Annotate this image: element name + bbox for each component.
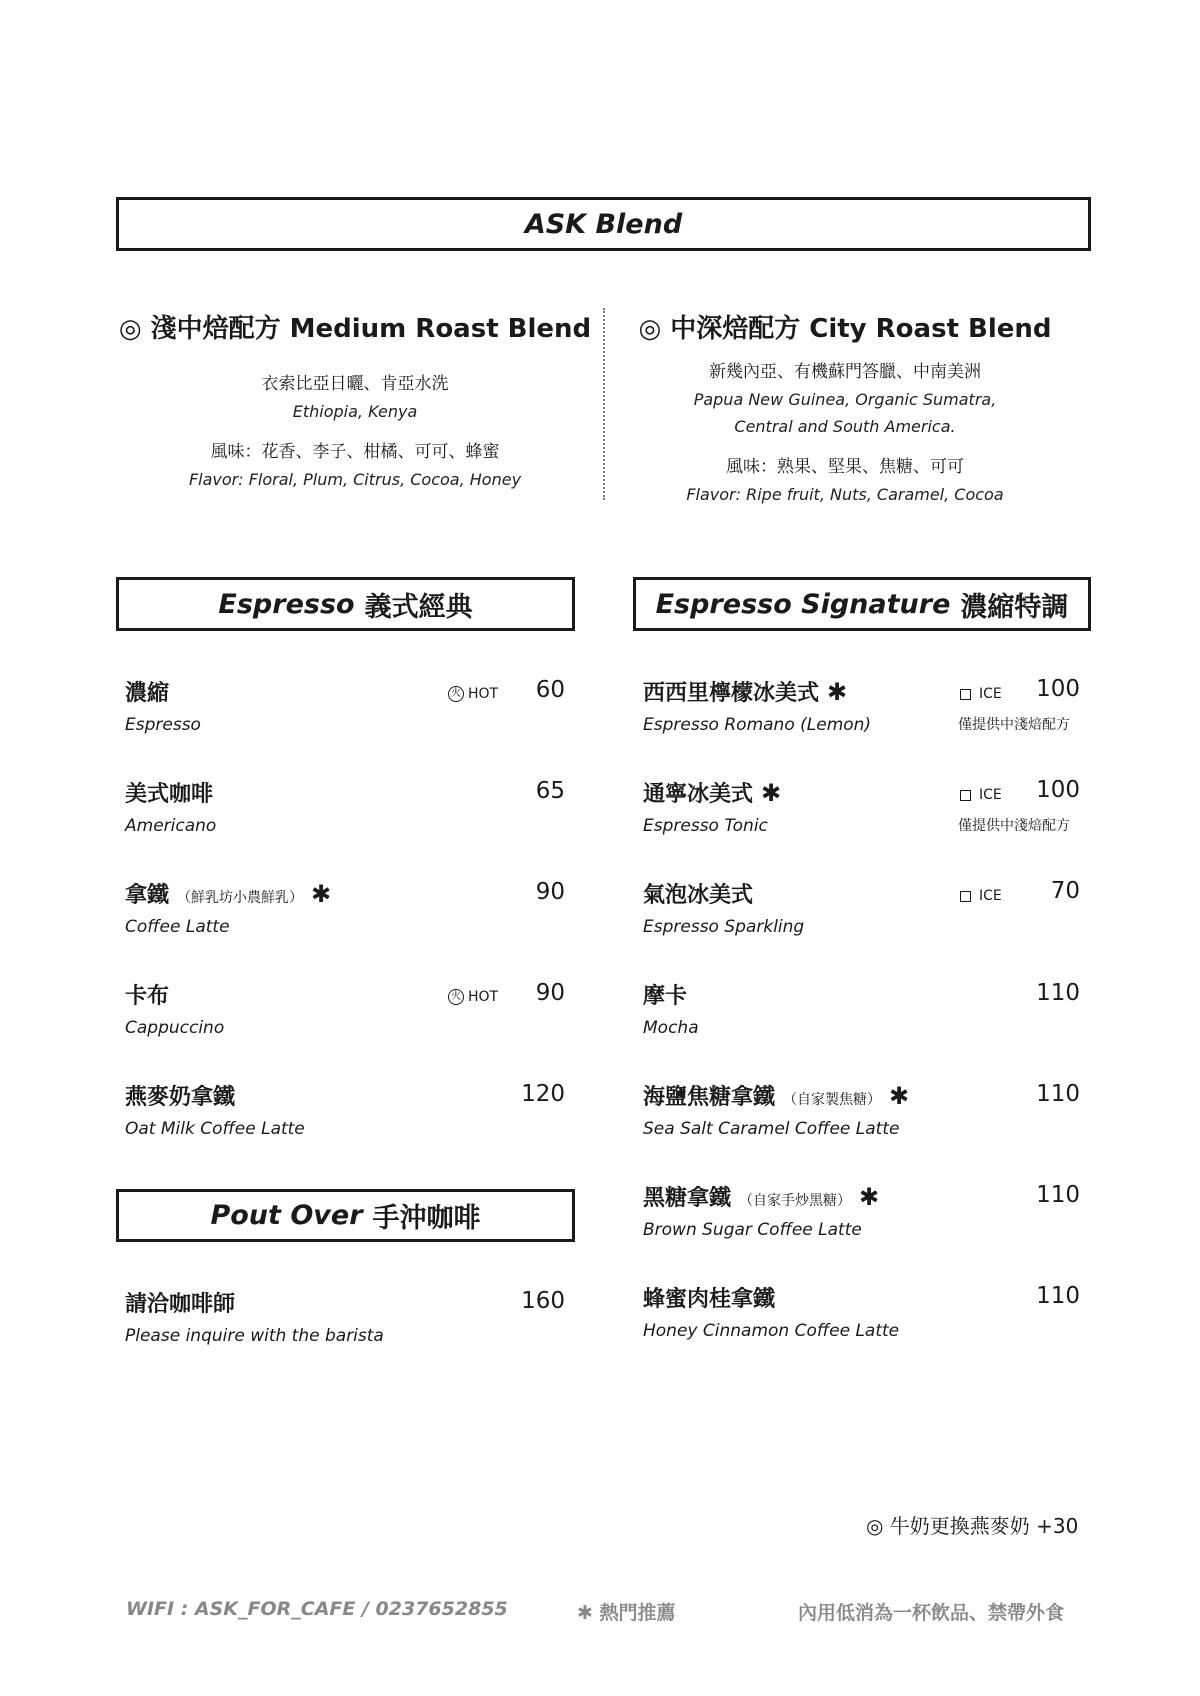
blend-title: ◎ 中深焙配方 City Roast Blend xyxy=(638,314,1052,344)
item-price: 120 xyxy=(521,1081,565,1107)
menu-item-americano xyxy=(125,777,216,836)
fire-icon: 火 xyxy=(448,686,464,702)
item-name: 黑糖拿鐵 xyxy=(643,1186,732,1211)
ice-tag xyxy=(960,787,1002,803)
checkbox-icon xyxy=(960,891,971,902)
section-title-zh: 手沖咖啡 xyxy=(372,1203,481,1234)
item-restriction-note: 僅提供中淺焙配方 xyxy=(958,717,1070,733)
menu-item-espresso-tonic xyxy=(643,777,781,836)
section-title-zh: 濃縮特調 xyxy=(960,591,1069,623)
item-english-name: Espresso xyxy=(125,715,201,735)
item-price: 90 xyxy=(535,879,565,905)
blend-flavor-en: Flavor: Floral, Plum, Citrus, Cocoa, Honey xyxy=(188,470,522,489)
popular-star-icon: ✱ xyxy=(889,1082,910,1110)
menu-item-sea-salt-caramel-latte xyxy=(643,1080,909,1139)
item-price: 110 xyxy=(1036,1081,1080,1107)
ice-tag xyxy=(960,686,1002,702)
section-title-en: Espresso xyxy=(218,588,355,620)
item-english-name: Americano xyxy=(125,816,217,836)
item-note: （鮮乳坊小農鮮乳） xyxy=(177,890,304,906)
item-name: 摩卡 xyxy=(643,984,688,1009)
footer-dine-in-policy: 內用低消為一杯飲品、禁帶外食 xyxy=(798,1602,1065,1624)
section-title-en: Espresso Signature xyxy=(655,588,951,620)
popular-star-icon: ✱ xyxy=(761,779,782,807)
item-english-name: Honey Cinnamon Coffee Latte xyxy=(643,1321,900,1341)
menu-item-honey-cinnamon-latte xyxy=(643,1282,899,1341)
item-price: 100 xyxy=(1036,676,1080,702)
item-english-name: Please inquire with the barista xyxy=(125,1326,384,1346)
item-price: 60 xyxy=(535,677,565,703)
item-name: 海鹽焦糖拿鐵 xyxy=(643,1085,776,1110)
signature-section-header xyxy=(633,577,1091,631)
item-english-name: Espresso Romano (Lemon) xyxy=(643,715,872,735)
item-english-name: Espresso Sparkling xyxy=(643,917,805,937)
menu-item-espresso-sparkling xyxy=(643,878,804,937)
section-title-en: Pout Over xyxy=(210,1200,363,1231)
item-english-name: Oat Milk Coffee Latte xyxy=(125,1119,305,1139)
blend-flavor-zh: 風味：熟果、堅果、焦糖、可可 xyxy=(726,457,964,477)
tag-label: HOT xyxy=(468,686,499,702)
item-name: 燕麥奶拿鐵 xyxy=(125,1085,236,1110)
ice-tag xyxy=(960,888,1002,904)
menu-item-brown-sugar-latte xyxy=(643,1181,879,1240)
item-name: 蜂蜜肉桂拿鐵 xyxy=(643,1287,776,1312)
tag-label: ICE xyxy=(979,787,1002,803)
checkbox-icon xyxy=(960,689,971,700)
hot-tag xyxy=(448,989,498,1005)
item-name: 西西里檸檬冰美式 xyxy=(643,681,820,706)
tag-label: ICE xyxy=(979,686,1002,702)
item-price: 65 xyxy=(535,778,565,804)
item-english-name: Espresso Tonic xyxy=(643,816,768,836)
blend-origin-zh: 衣索比亞日曬、肯亞水洗 xyxy=(261,374,449,394)
item-name: 氣泡冰美式 xyxy=(643,883,754,908)
menu-item-latte xyxy=(125,878,331,937)
tag-label: ICE xyxy=(979,888,1002,904)
medium-roast-blend xyxy=(105,308,605,493)
item-english-name: Coffee Latte xyxy=(125,917,230,937)
item-restriction-note: 僅提供中淺焙配方 xyxy=(958,818,1070,834)
ask-blend-header xyxy=(116,197,1091,251)
fire-icon: 火 xyxy=(448,989,464,1005)
espresso-section-header xyxy=(116,577,575,631)
tag-label: HOT xyxy=(468,989,499,1005)
item-english-name: Mocha xyxy=(643,1018,699,1038)
blend-title: ◎ 淺中焙配方 Medium Roast Blend xyxy=(118,314,592,344)
footer-wifi: WIFI : ASK_FOR_CAFE / 0237652855 xyxy=(126,1598,508,1620)
item-note: （自家手炒黑糖） xyxy=(739,1193,852,1209)
item-price: 160 xyxy=(521,1288,565,1314)
item-name: 濃縮 xyxy=(125,681,170,706)
blend-origin-zh: 新幾內亞、有機蘇門答臘、中南美洲 xyxy=(709,362,981,382)
menu-item-espresso-romano xyxy=(643,676,871,735)
hot-tag xyxy=(448,686,498,702)
menu-item-espresso xyxy=(125,676,201,735)
blend-flavor-zh: 風味：花香、李子、柑橘、可可、蜂蜜 xyxy=(210,442,500,462)
item-price: 100 xyxy=(1036,777,1080,803)
item-name: 通寧冰美式 xyxy=(643,782,754,807)
checkbox-icon xyxy=(960,790,971,801)
blend-flavor-en: Flavor: Ripe fruit, Nuts, Caramel, Cocoa xyxy=(686,485,1004,504)
item-price: 110 xyxy=(1036,980,1080,1006)
menu-item-pourover xyxy=(125,1287,384,1346)
oat-milk-surcharge-note: ◎ 牛奶更換燕麥奶 +30 xyxy=(866,1514,1079,1538)
popular-star-icon: ✱ xyxy=(311,880,332,908)
item-name: 卡布 xyxy=(125,984,170,1009)
item-price: 110 xyxy=(1036,1283,1080,1309)
ask-blend-title: ASK Blend xyxy=(524,208,683,240)
item-name: 請洽咖啡師 xyxy=(125,1292,236,1317)
blend-origin-en-line2: Central and South America. xyxy=(734,417,956,436)
item-name: 拿鐵 xyxy=(125,883,170,908)
popular-star-icon: ✱ xyxy=(859,1183,880,1211)
item-english-name: Sea Salt Caramel Coffee Latte xyxy=(643,1119,900,1139)
item-note: （自家製焦糖） xyxy=(783,1092,882,1108)
item-price: 70 xyxy=(1050,878,1080,904)
item-name: 美式咖啡 xyxy=(125,782,214,807)
blend-origin-en: Ethiopia, Kenya xyxy=(292,402,418,421)
section-title-zh: 義式經典 xyxy=(364,591,473,623)
item-price: 110 xyxy=(1036,1182,1080,1208)
item-english-name: Cappuccino xyxy=(125,1018,225,1038)
city-roast-blend xyxy=(595,308,1095,508)
item-english-name: Brown Sugar Coffee Latte xyxy=(643,1220,862,1240)
pourover-section-header xyxy=(116,1189,575,1242)
menu-item-cappuccino xyxy=(125,979,224,1038)
menu-item-mocha xyxy=(643,979,699,1038)
popular-star-icon: ✱ xyxy=(827,678,848,706)
footer-popular-legend: ✱ 熱門推薦 xyxy=(577,1602,676,1624)
blend-origin-en: Papua New Guinea, Organic Sumatra, xyxy=(693,390,997,409)
item-price: 90 xyxy=(535,980,565,1006)
menu-item-oat-milk-latte xyxy=(125,1080,305,1139)
